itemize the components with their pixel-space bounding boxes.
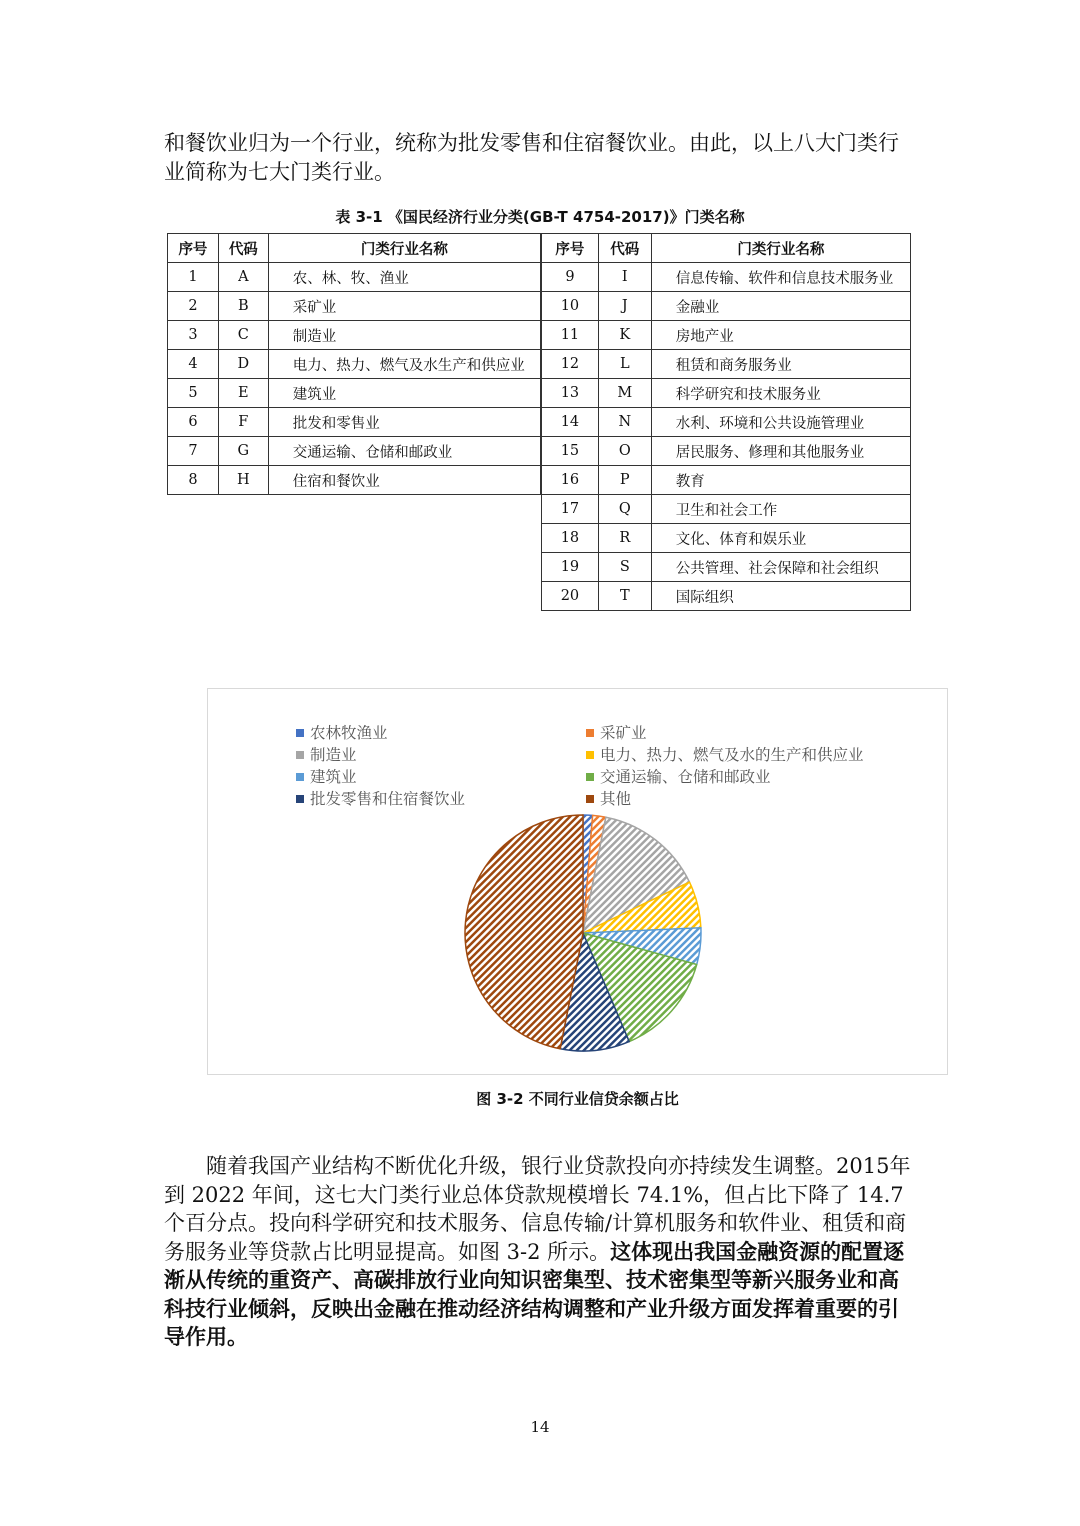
table-row [542,408,911,437]
cell-code: M [598,379,651,408]
table-row [542,495,911,524]
body-text-normal: 随着我国产业结构不断优化升级，银行业贷款投向亦持续发生调整。2015年到 2022 年间，这七大门类行业总体贷款规模增长 74.1%，但占比下降了 14.7 个百分点。投向科学研究和技术服务、信息传输/计算机服务和软件业、租赁和商务服务业等贷款占比明显提高。如图 3-2 所示。 [164,1154,911,1264]
cell-seq: 13 [542,379,599,408]
legend-label: 采矿业 [600,724,647,742]
cell-code: A [218,263,268,292]
industry-table-right [541,233,911,611]
legend-label: 交通运输、仓储和邮政业 [600,768,771,786]
industry-table-left [167,233,541,495]
intro-paragraph [164,129,916,186]
header-code: 代码 [218,234,268,263]
cell-name: 金融业 [651,292,910,321]
cell-code: B [218,292,268,321]
chart-caption: 图 3-2 不同行业信贷余额占比 [476,1090,679,1108]
cell-seq: 7 [168,437,219,466]
intro-line-1: 和餐饮业归为一个行业，统称为批发零售和住宿餐饮业。由此，以上八大门类行 [164,131,899,155]
cell-seq: 15 [542,437,599,466]
table-row [168,263,541,292]
cell-code: C [218,321,268,350]
cell-seq: 4 [168,350,219,379]
pie-slice-8 [465,815,583,1049]
table-row [168,292,541,321]
cell-code: Q [598,495,651,524]
cell-seq: 20 [542,582,599,611]
table-row [168,408,541,437]
cell-code: R [598,524,651,553]
table-row [168,437,541,466]
cell-seq: 18 [542,524,599,553]
cell-name: 制造业 [268,321,540,350]
table-row [168,379,541,408]
table-row [542,292,911,321]
cell-code: L [598,350,651,379]
cell-name: 农、林、牧、渔业 [268,263,540,292]
cell-name: 卫生和社会工作 [651,495,910,524]
legend-label: 建筑业 [310,768,357,786]
table-row [542,524,911,553]
body-text-bold: 这体现出我国金融资源的配置逐渐从传统的重资产、高碳排放行业向知识密集型、技术密集型等新兴服务业和高科技行业倾斜，反映出金融在推动经济结构调整和产业升级方面发挥着重要的引导作用。 [164,1238,905,1349]
legend-label: 农林牧渔业 [310,724,388,742]
header-name: 门类行业名称 [268,234,540,263]
table-row [542,553,911,582]
header-seq: 序号 [168,234,219,263]
cell-seq: 3 [168,321,219,350]
cell-seq: 16 [542,466,599,495]
table-row [168,350,541,379]
cell-seq: 1 [168,263,219,292]
cell-seq: 17 [542,495,599,524]
cell-code: O [598,437,651,466]
cell-name: 公共管理、社会保障和社会组织 [651,553,910,582]
table-header-row [168,234,541,263]
table-row [542,437,911,466]
header-name: 门类行业名称 [651,234,910,263]
cell-code: S [598,553,651,582]
cell-name: 批发和零售业 [268,408,540,437]
table-header-row [542,234,911,263]
pie-chart [208,689,949,1076]
cell-seq: 5 [168,379,219,408]
cell-name: 居民服务、修理和其他服务业 [651,437,910,466]
intro-line-2: 业简称为七大门类行业。 [164,159,395,184]
cell-seq: 10 [542,292,599,321]
cell-seq: 12 [542,350,599,379]
table-row [168,466,541,495]
cell-name: 交通运输、仓储和邮政业 [268,437,540,466]
cell-seq: 8 [168,466,219,495]
cell-code: G [218,437,268,466]
cell-name: 采矿业 [268,292,540,321]
pie-chart-frame [207,688,948,1075]
table-row [542,466,911,495]
cell-name: 住宿和餐饮业 [268,466,540,495]
cell-seq: 6 [168,408,219,437]
cell-name: 信息传输、软件和信息技术服务业 [651,263,910,292]
cell-name: 文化、体育和娱乐业 [651,524,910,553]
cell-seq: 19 [542,553,599,582]
cell-seq: 2 [168,292,219,321]
cell-seq: 9 [542,263,599,292]
cell-seq: 14 [542,408,599,437]
cell-seq: 11 [542,321,599,350]
cell-code: F [218,408,268,437]
cell-name: 水利、环境和公共设施管理业 [651,408,910,437]
table-row [542,582,911,611]
legend-label: 制造业 [310,746,357,764]
table-row [542,379,911,408]
body-paragraph [164,1152,916,1352]
page-number: 14 [530,1418,550,1436]
cell-code: I [598,263,651,292]
legend-label: 批发零售和住宿餐饮业 [310,790,466,808]
cell-code: D [218,350,268,379]
cell-code: P [598,466,651,495]
table-row [542,350,911,379]
cell-name: 建筑业 [268,379,540,408]
header-code: 代码 [598,234,651,263]
cell-name: 国际组织 [651,582,910,611]
cell-code: T [598,582,651,611]
cell-code: J [598,292,651,321]
cell-code: H [218,466,268,495]
table-row [168,321,541,350]
header-seq: 序号 [542,234,599,263]
cell-name: 科学研究和技术服务业 [651,379,910,408]
cell-name: 租赁和商务服务业 [651,350,910,379]
legend-label: 电力、热力、燃气及水的生产和供应业 [600,746,864,764]
legend-label: 其他 [600,790,632,808]
cell-code: K [598,321,651,350]
cell-name: 教育 [651,466,910,495]
cell-code: E [218,379,268,408]
cell-name: 房地产业 [651,321,910,350]
table-row [542,321,911,350]
table-caption: 表 3-1 《国民经济行业分类(GB-T 4754-2017)》门类名称 [335,208,745,226]
table-row [542,263,911,292]
cell-name: 电力、热力、燃气及水生产和供应业 [268,350,540,379]
cell-code: N [598,408,651,437]
